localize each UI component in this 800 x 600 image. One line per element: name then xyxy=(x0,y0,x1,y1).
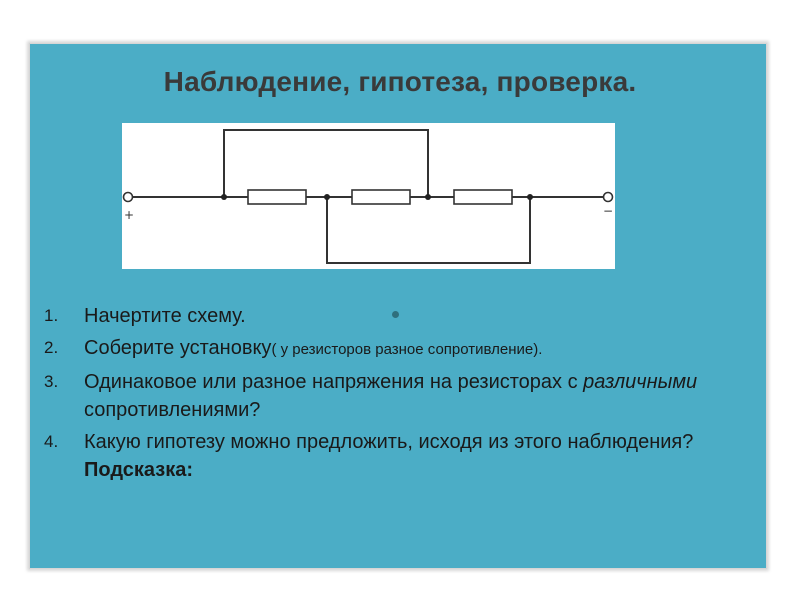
task-item-1 xyxy=(44,302,764,330)
wire-bottom-bypass xyxy=(327,197,530,263)
task-text-end: сопротивлениями? xyxy=(84,399,261,421)
task-number: 2. xyxy=(44,338,59,357)
task-emphasis: различными xyxy=(583,371,698,393)
task-item-2 xyxy=(44,334,764,364)
task-number: 4. xyxy=(44,432,59,451)
terminal-plus xyxy=(124,193,133,202)
resistor-2 xyxy=(352,190,410,204)
resistor-3 xyxy=(454,190,512,204)
junction-2 xyxy=(324,194,330,200)
task-list xyxy=(44,302,764,488)
junction-3 xyxy=(425,194,431,200)
task-text: Одинаковое или разное напряжения на резисторах с xyxy=(84,371,584,393)
circuit-diagram xyxy=(122,123,615,269)
task-number: 1. xyxy=(44,306,59,325)
plus-label: + xyxy=(124,208,135,222)
hint-label[interactable]: Подсказка: xyxy=(84,459,193,481)
resistor-1 xyxy=(248,190,306,204)
minus-label: − xyxy=(603,204,614,218)
circuit-svg xyxy=(122,123,615,269)
task-item-3 xyxy=(44,368,764,424)
task-text: Соберите установку xyxy=(84,337,272,359)
slide-title: Наблюдение, гипотеза, проверка. xyxy=(163,66,637,97)
wire-top-bypass xyxy=(224,130,428,197)
junction-4 xyxy=(527,194,533,200)
terminal-minus xyxy=(604,193,613,202)
task-number: 3. xyxy=(44,372,59,391)
junction-1 xyxy=(221,194,227,200)
task-note: ( у резисторов разное сопротивление). xyxy=(271,341,543,358)
task-item-4 xyxy=(44,428,764,484)
task-text: Какую гипотезу можно предложить, исходя из этого наблюдения? xyxy=(84,431,694,453)
task-text: Начертите схему. xyxy=(84,305,246,327)
